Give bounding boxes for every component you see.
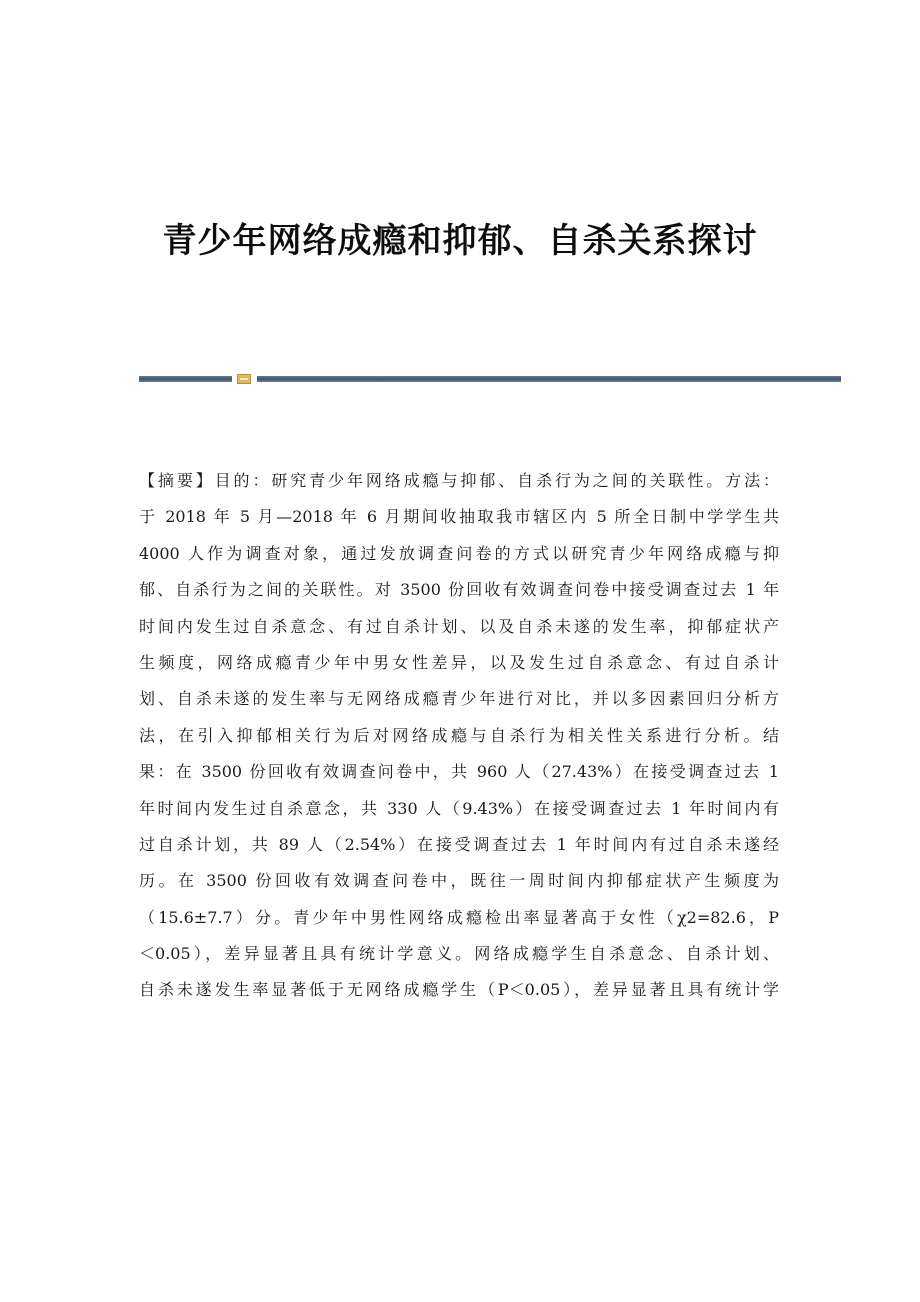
divider-bar-left	[139, 376, 232, 382]
abstract-line: （15.6±7.7）分。青少年中男性网络成瘾检出率显著高于女性（χ2=82.6，P	[139, 907, 779, 927]
abstract-line: 果：在 3500 份回收有效调查问卷中，共 960 人（27.43%）在接受调查过去 1	[139, 762, 779, 782]
abstract-line: 过自杀计划，共 89 人（2.54%）在接受调查过去 1 年时间内有过自杀未遂经	[139, 834, 779, 854]
abstract-line: 郁、自杀行为之间的关联性。对 3500 份回收有效调查问卷中接受调查过去 1 年	[139, 580, 779, 600]
abstract-line: 生频度，网络成瘾青少年中男女性差异，以及发生过自杀意念、有过自杀计	[139, 652, 779, 672]
divider-ornament-icon	[237, 374, 251, 384]
document-title: 青少年网络成瘾和抑郁、自杀关系探讨	[162, 221, 758, 261]
abstract-line: 4000 人作为调查对象，通过发放调查问卷的方式以研究青少年网络成瘾与抑	[139, 543, 779, 563]
divider-bar-right	[257, 376, 841, 382]
abstract-line: 历。在 3500 份回收有效调查问卷中，既往一周时间内抑郁症状产生频度为	[139, 871, 779, 891]
abstract-line: 【摘要】目的：研究青少年网络成瘾与抑郁、自杀行为之间的关联性。方法：	[139, 471, 779, 490]
abstract-line: 自杀未遂发生率显著低于无网络成瘾学生（P＜0.05），差异显著且具有统计学	[139, 980, 779, 1000]
title-divider	[139, 374, 841, 384]
abstract-line: 于 2018 年 5 月—2018 年 6 月期间收抽取我市辖区内 5 所全日制中学学生共	[139, 507, 779, 527]
abstract-line: 法，在引入抑郁相关行为后对网络成瘾与自杀行为相关性关系进行分析。结	[139, 725, 779, 745]
abstract-line: ＜0.05），差异显著且具有统计学意义。网络成瘾学生自杀意念、自杀计划、	[139, 944, 779, 964]
abstract-line: 年时间内发生过自杀意念，共 330 人（9.43%）在接受调查过去 1 年时间内有	[139, 798, 779, 818]
abstract-line: 划、自杀未遂的发生率与无网络成瘾青少年进行对比，并以多因素回归分析方	[139, 689, 779, 709]
abstract-line: 时间内发生过自杀意念、有过自杀计划、以及自杀未遂的发生率，抑郁症状产	[139, 616, 779, 636]
abstract-paragraph	[139, 463, 779, 1009]
